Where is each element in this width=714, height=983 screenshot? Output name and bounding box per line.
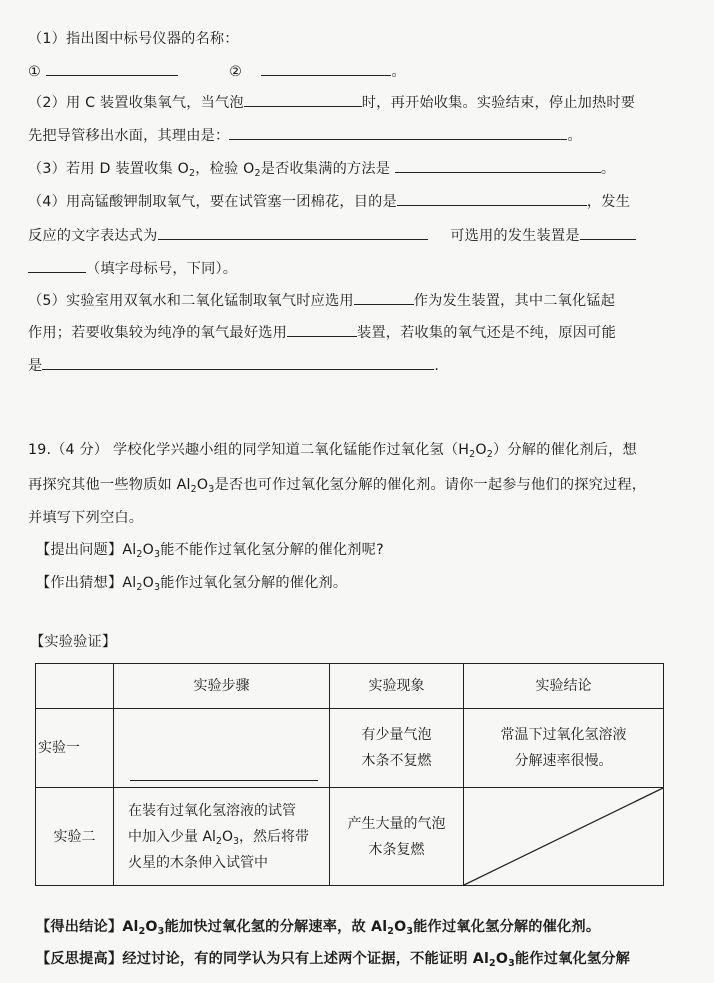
row1-conclusion: 常温下过氧化氢溶液 分解速率很慢。	[464, 709, 664, 788]
answer-blank-impure-reason[interactable]	[42, 355, 434, 370]
table-header-phenomenon: 实验现象	[330, 664, 464, 709]
row2-label: 实验二	[36, 788, 114, 886]
answer-blank-1[interactable]	[46, 61, 178, 76]
answer-blank-bubbles[interactable]	[244, 92, 362, 107]
diagonal-slash	[464, 788, 663, 885]
row1-label: 实验一	[36, 709, 114, 788]
answer-blank-check-method[interactable]	[395, 158, 601, 173]
q18-part2-line2: 先把导管移出水面，其理由是： 。	[28, 125, 582, 146]
q18-part1-answers: ① ② 。	[28, 61, 406, 82]
row2-conclusion-crossed	[464, 788, 664, 886]
q18-part5-line2: 作用；若要收集较为纯净的氧气最好选用 装置，若收集的氧气还是不纯，原因可能	[28, 322, 616, 343]
answer-blank-2[interactable]	[261, 61, 391, 76]
q19-reflection: 【反思提高】经过讨论，有的同学认为只有上述两个证据，不能证明 $Al_2O_3$能作过氧化氢分解	[36, 951, 631, 969]
q19-conclusion: 【得出结论】$Al_2O_3$能加快过氧化氢的分解速率，故 $Al_2O_3$能作过氧化氢分解的催化剂。	[36, 919, 601, 937]
table-header-row	[36, 664, 664, 709]
q18-part4-line3: （填字母标号，下同）。	[28, 258, 237, 279]
q19-intro-line3: 并填写下列空白。	[28, 510, 144, 526]
q18-part4-line1: （4）用高锰酸钾制取氧气，要在试管塞一团棉花，目的是 ，发生	[28, 191, 630, 212]
answer-blank-h2o2-generator[interactable]	[354, 290, 414, 305]
q19-hypothesis: 【作出猜想】$Al_2O_3$能作过氧化氢分解的催化剂。	[36, 575, 348, 593]
q19-intro-line2: 再探究其他一些物质如 $Al_2O_3$是否也可作过氧化氢分解的催化剂。请你一起参与他们的探究过程，	[28, 477, 647, 495]
row1-step-answer-cell[interactable]	[114, 709, 330, 788]
q19-intro-line1: 19.（4 分） 学校化学兴趣小组的同学知道二氧化锰能作过氧化氢$(H_2O_2)$分解的催化剂后，想	[28, 442, 637, 460]
q19-question: 【提出问题】$Al_2O_3$能不能作过氧化氢分解的催化剂呢?	[36, 542, 384, 560]
q18-part4-line2: 反应的文字表达式为 可选用的发生装置是	[28, 225, 636, 246]
row2-phenomenon: 产生大量的气泡 木条复燃	[330, 788, 464, 886]
row2-step: 在装有过氧化氢溶液的试管 中加入少量 $Al_2O_3$，然后将带 火星的木条伸入试管中	[114, 788, 330, 886]
answer-blank-collection[interactable]	[287, 322, 357, 337]
experiment-table	[35, 663, 664, 886]
answer-blank-generator-2[interactable]	[28, 258, 86, 273]
table-header-empty	[36, 664, 114, 709]
answer-blank-word-equation[interactable]	[158, 225, 428, 240]
q18-part1-prompt: （1）指出图中标号仪器的名称：	[28, 31, 239, 47]
q18-part2-line1: （2）用 C 装置收集氧气，当气泡 时，再开始收集。实验结束，停止加热时要	[28, 92, 635, 113]
q19-verify-title: 【实验验证】	[30, 634, 117, 650]
table-header-conclusion: 实验结论	[464, 664, 664, 709]
row1-step-blank[interactable]	[130, 780, 318, 781]
answer-blank-generator-1[interactable]	[580, 225, 636, 240]
table-row-experiment-2	[36, 788, 664, 886]
q18-part3: （3）若用 D 装置收集 $O_2$，检验 $O_2$是否收集满的方法是 。	[28, 158, 615, 179]
answer-blank-reason[interactable]	[229, 125, 567, 140]
q18-part5-line1: （5）实验室用双氧水和二氧化锰制取氧气时应选用 作为发生装置，其中二氧化锰起	[28, 290, 615, 311]
row1-phenomenon: 有少量气泡 木条不复燃	[330, 709, 464, 788]
table-row-experiment-1	[36, 709, 664, 788]
q18-part5-line3: 是 .	[28, 355, 439, 376]
table-header-steps: 实验步骤	[114, 664, 330, 709]
answer-blank-cotton-purpose[interactable]	[397, 191, 587, 206]
